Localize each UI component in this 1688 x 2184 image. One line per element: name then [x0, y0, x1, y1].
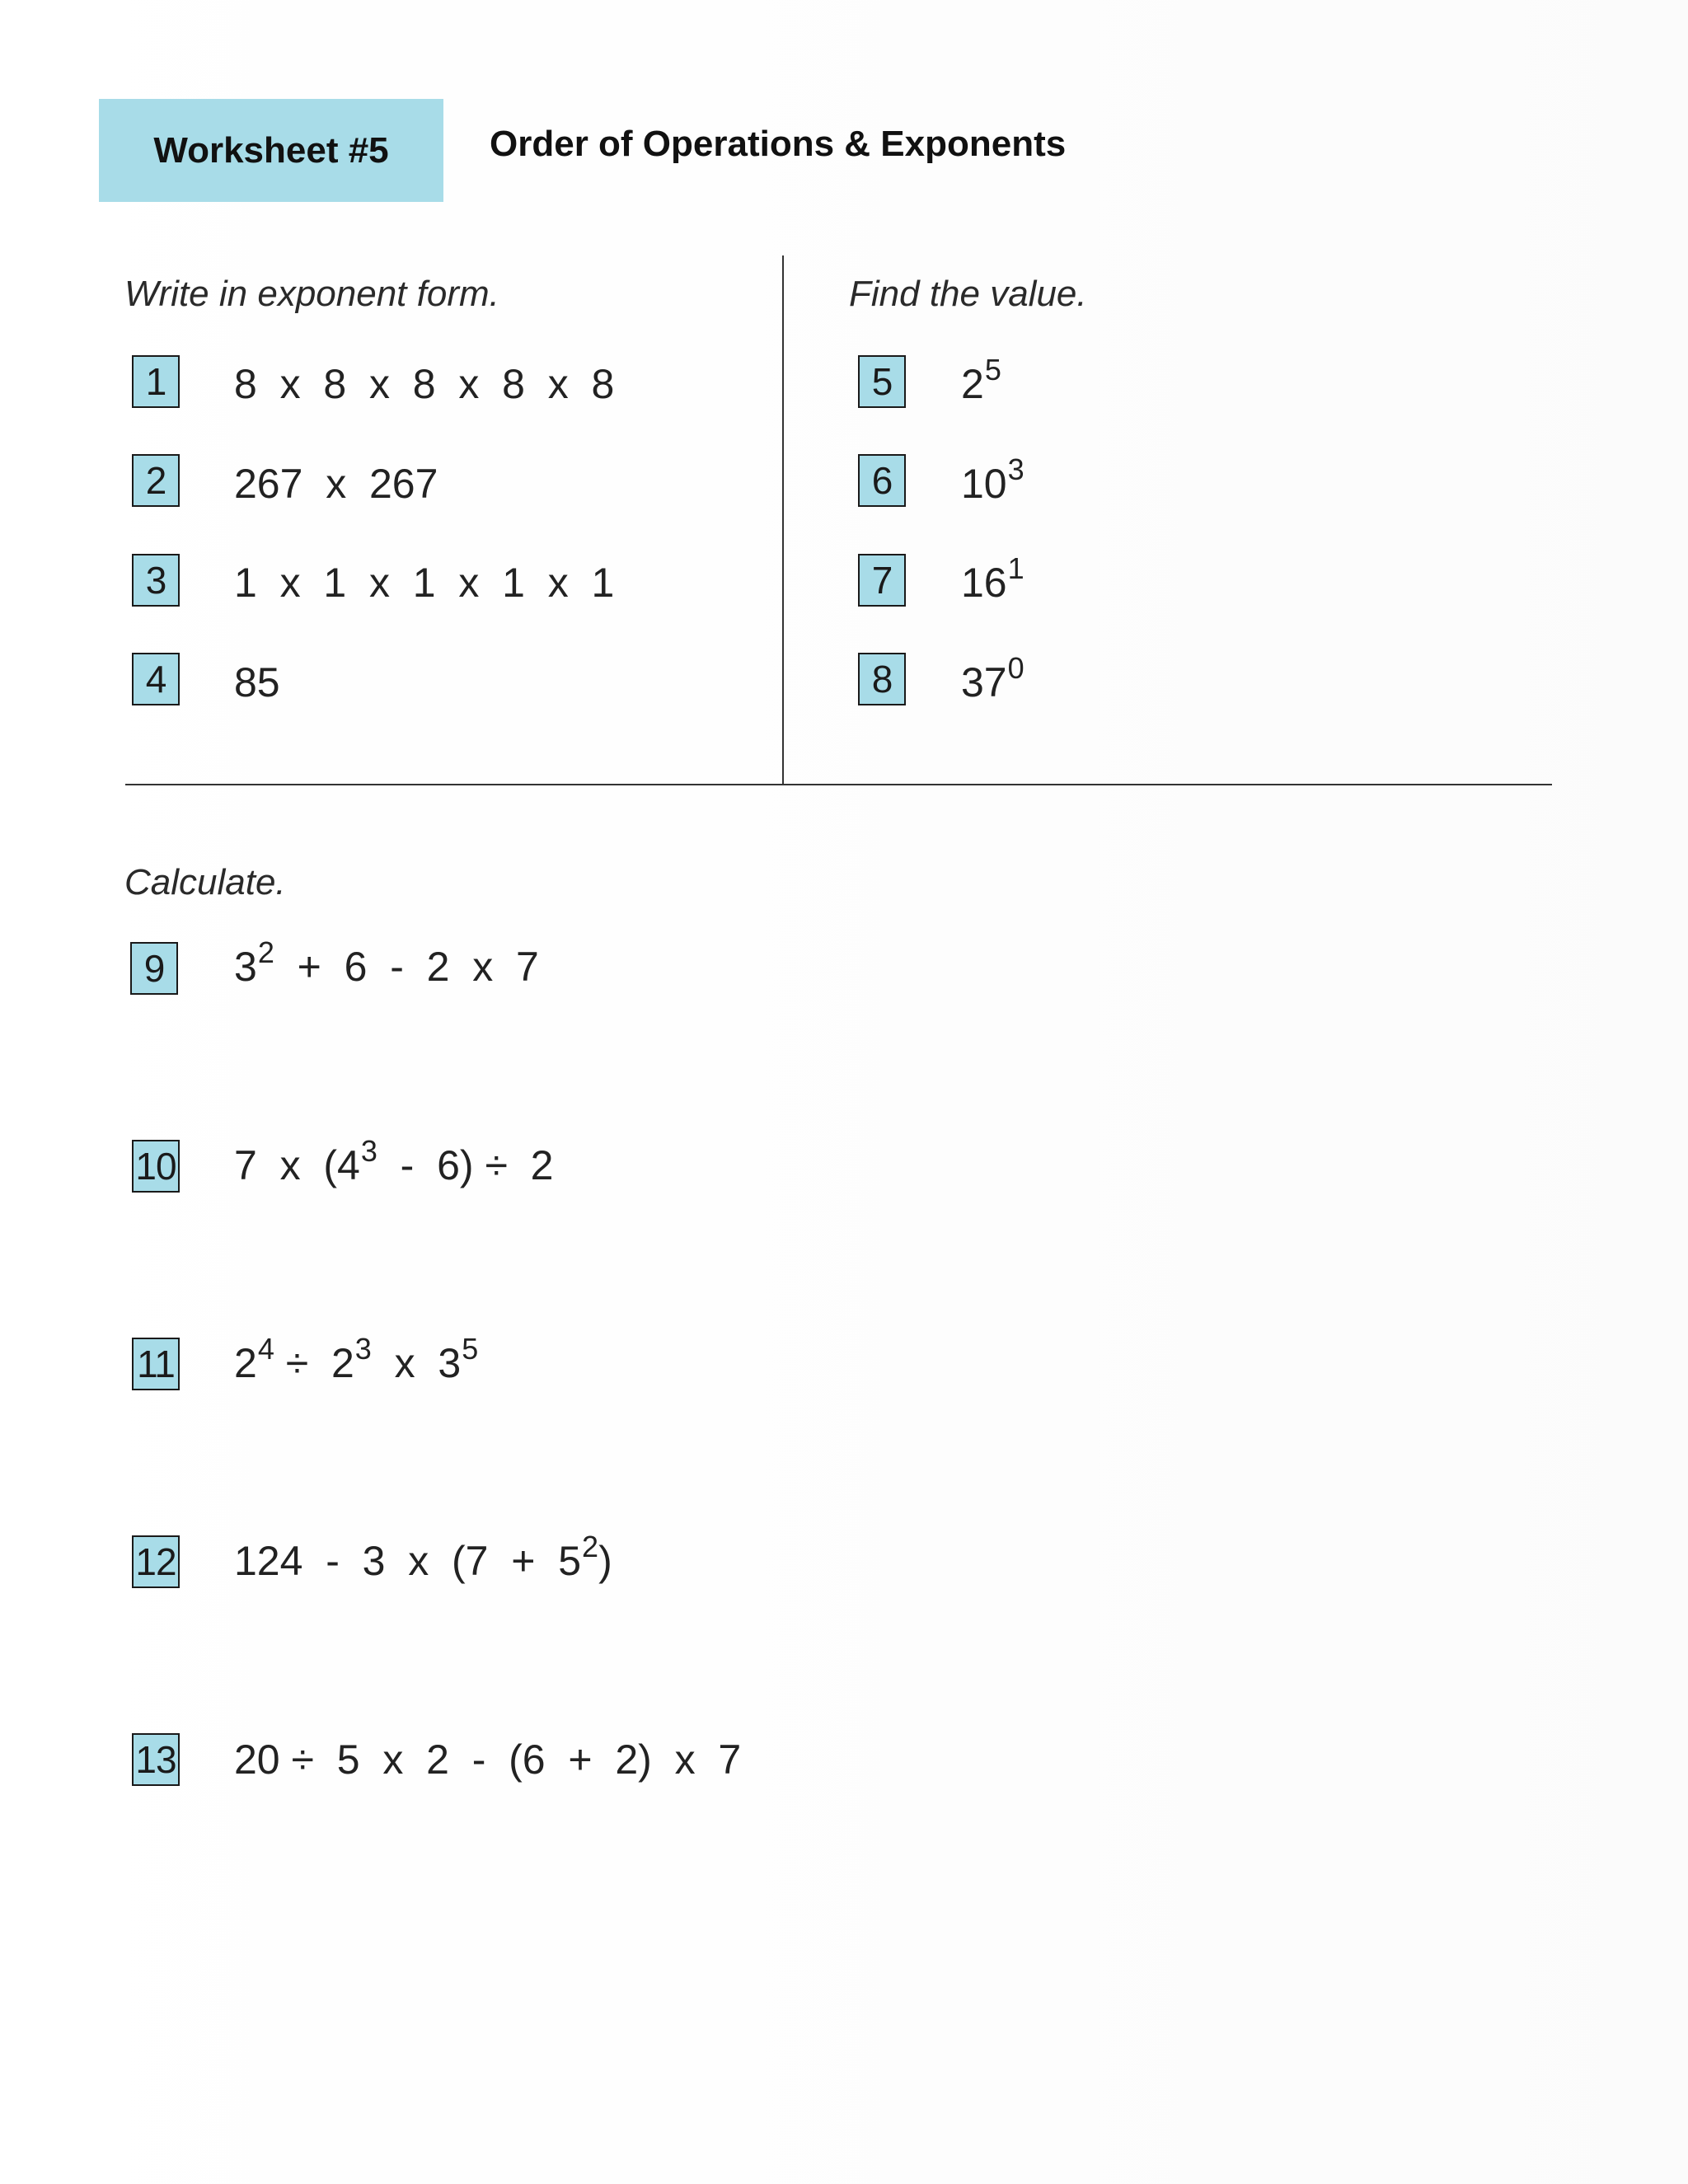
- instruction-calculate: Calculate.: [124, 862, 286, 902]
- question-number-2: 2: [132, 454, 180, 507]
- instruction-find-value: Find the value.: [849, 274, 1087, 314]
- exponent-7: 1: [1007, 551, 1025, 585]
- expr-12-part-1: ): [598, 1538, 612, 1584]
- question-number-8: 8: [858, 653, 906, 705]
- question-number-12: 12: [132, 1535, 180, 1588]
- instruction-exponent-form: Write in exponent form.: [124, 274, 499, 314]
- question-expression-6: [961, 452, 1025, 507]
- question-expression-13: [234, 1736, 742, 1783]
- expr-9-exponent-0: 2: [257, 935, 274, 969]
- base-7: 16: [961, 560, 1007, 606]
- expr-11-exponent-2: 5: [462, 1332, 479, 1366]
- base-5: 2: [961, 361, 984, 407]
- expr-11-exponent-0: 4: [257, 1332, 274, 1366]
- question-number-4: 4: [132, 653, 180, 705]
- expr-11-part-0: 2: [234, 1340, 257, 1386]
- base-8: 37: [961, 659, 1007, 705]
- base-6: 10: [961, 461, 1007, 507]
- question-expression-2: 267 x 267: [234, 461, 438, 507]
- question-number-11: 11: [132, 1338, 180, 1390]
- question-expression-3: 1 x 1 x 1 x 1 x 1: [234, 560, 615, 606]
- expr-12-part-0: 124 - 3 x (7 + 5: [234, 1538, 582, 1584]
- question-number-7: 7: [858, 554, 906, 607]
- question-expression-5: [961, 353, 1001, 407]
- question-expression-12: [234, 1530, 612, 1584]
- question-number-9: 9: [130, 942, 178, 995]
- question-expression-4: 85: [234, 659, 280, 705]
- worksheet-label-box: [99, 99, 443, 202]
- expr-10-part-0: 7 x (4: [234, 1142, 360, 1188]
- question-expression-11: [234, 1332, 479, 1386]
- expr-12-exponent-0: 2: [582, 1530, 599, 1563]
- question-number-5: 5: [858, 355, 906, 408]
- question-expression-9: [234, 935, 539, 990]
- column-divider: [782, 255, 784, 785]
- exponent-8: 0: [1007, 651, 1025, 685]
- worksheet-label: Worksheet #5: [153, 129, 389, 171]
- expr-11-part-1: ÷ 2: [274, 1340, 354, 1386]
- expr-9-part-0: 3: [234, 944, 257, 990]
- question-expression-10: [234, 1134, 554, 1188]
- expr-9-part-1: + 6 - 2 x 7: [274, 944, 539, 990]
- question-expression-1: 8 x 8 x 8 x 8 x 8: [234, 361, 615, 407]
- question-expression-8: [961, 651, 1025, 705]
- exponent-5: 5: [984, 353, 1001, 387]
- question-number-1: 1: [132, 355, 180, 408]
- expr-10-exponent-0: 3: [360, 1134, 377, 1168]
- expr-10-part-1: - 6) ÷ 2: [377, 1142, 554, 1188]
- expr-11-exponent-1: 3: [354, 1332, 372, 1366]
- question-expression-7: [961, 551, 1025, 606]
- expr-13-part-0: 20 ÷ 5 x 2 - (6 + 2) x 7: [234, 1736, 742, 1783]
- question-number-10: 10: [132, 1140, 180, 1193]
- page-title: Order of Operations & Exponents: [490, 124, 1067, 164]
- question-number-6: 6: [858, 454, 906, 507]
- question-number-3: 3: [132, 554, 180, 607]
- question-number-13: 13: [132, 1733, 180, 1786]
- section-divider: [125, 784, 1552, 785]
- expr-11-part-2: x 3: [371, 1340, 462, 1386]
- exponent-6: 3: [1007, 452, 1025, 486]
